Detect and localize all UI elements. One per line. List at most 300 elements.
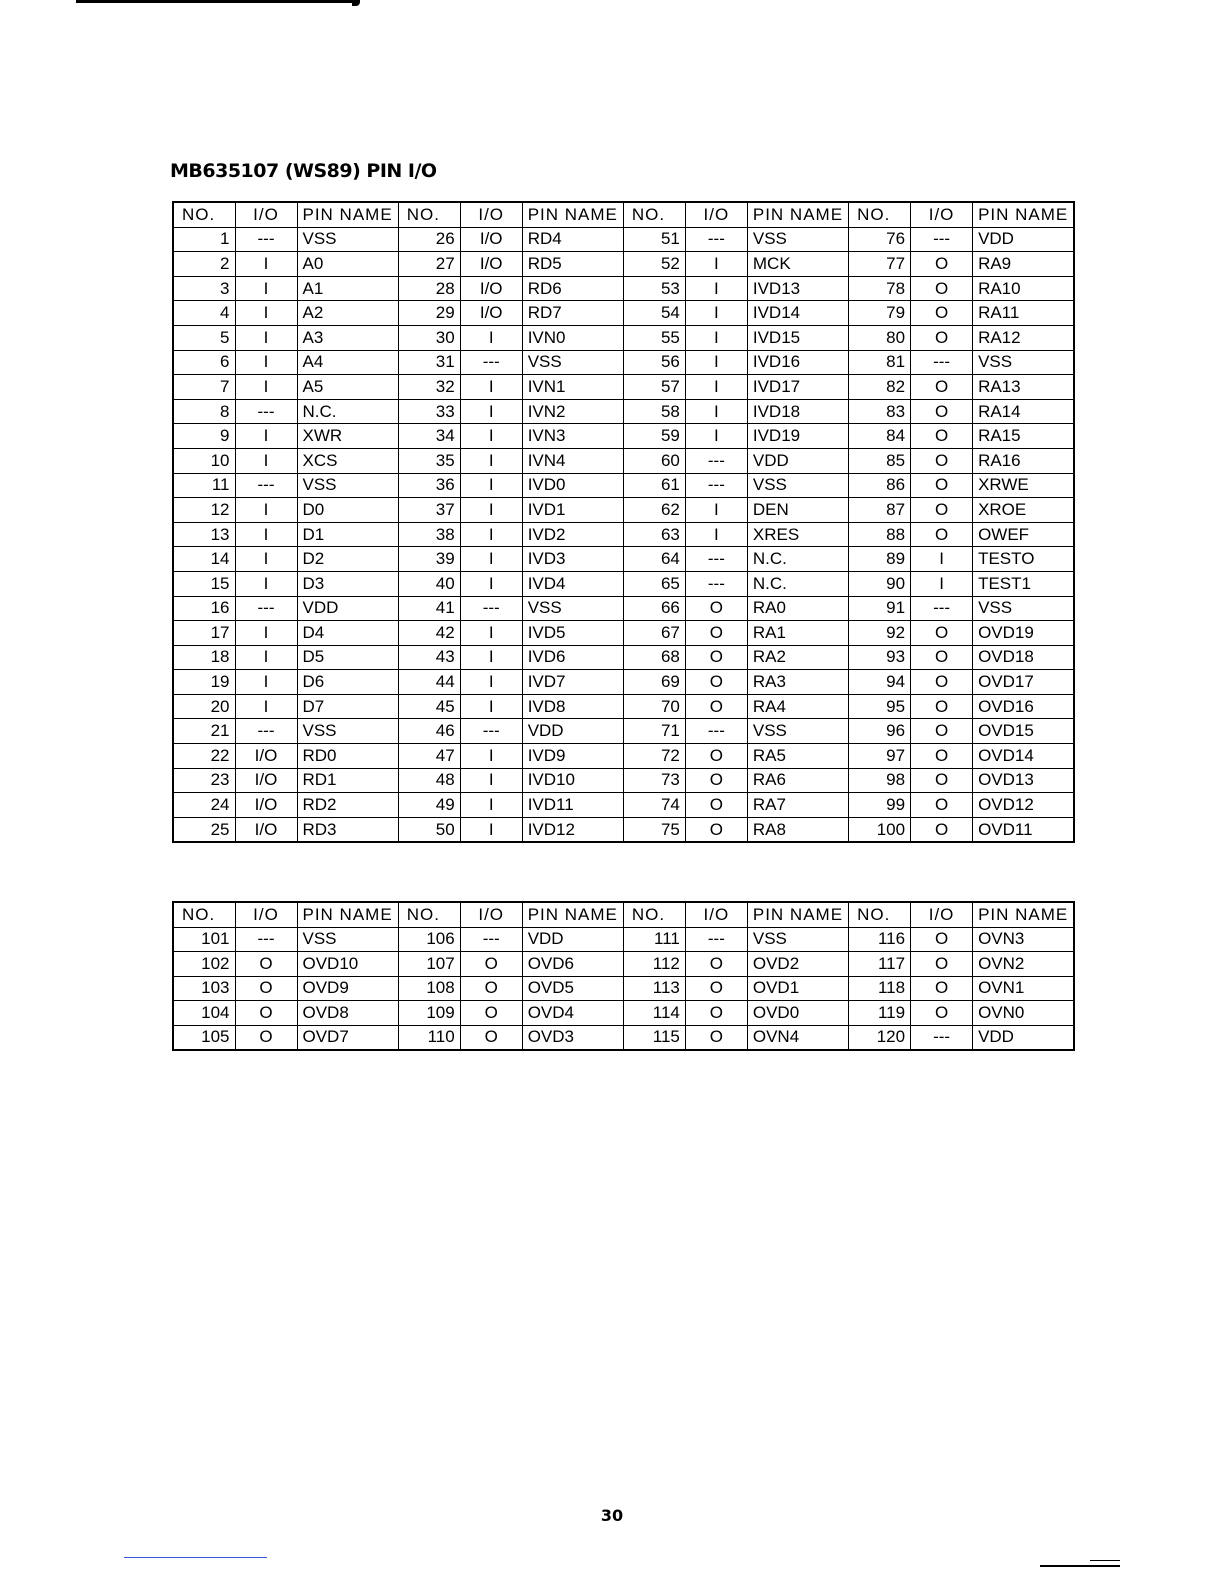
pin-io: I [685, 522, 747, 547]
pin-io: --- [911, 227, 973, 252]
table-header-row [173, 902, 1074, 927]
pin-number: 105 [173, 1025, 235, 1050]
pin-name: OVD15 [973, 719, 1075, 744]
table-row [173, 375, 1074, 400]
pin-name: VSS [747, 473, 848, 498]
pin-number: 31 [398, 350, 460, 375]
pin-number: 88 [849, 522, 911, 547]
pin-number: 34 [398, 424, 460, 449]
pin-number: 106 [398, 927, 460, 952]
table-row [173, 522, 1074, 547]
table-row [173, 621, 1074, 646]
pin-number: 32 [398, 375, 460, 400]
pin-io: O [911, 498, 973, 523]
pin-number: 80 [849, 325, 911, 350]
pin-name: RD1 [297, 768, 398, 793]
pin-io: O [685, 793, 747, 818]
header-no: NO. [173, 902, 235, 927]
pin-number: 9 [173, 424, 235, 449]
pin-io: I [235, 424, 297, 449]
pin-io: I [685, 301, 747, 326]
pin-io: O [685, 744, 747, 769]
pin-number: 58 [623, 399, 685, 424]
pin-number: 15 [173, 571, 235, 596]
pin-name: OVD14 [973, 744, 1075, 769]
footer-rule-right-top [1090, 1560, 1120, 1561]
header-io: I/O [685, 202, 747, 227]
pin-number: 46 [398, 719, 460, 744]
pin-io: O [911, 1001, 973, 1026]
pin-name: IVD7 [522, 670, 623, 695]
pin-number: 97 [849, 744, 911, 769]
pin-number: 44 [398, 670, 460, 695]
table-row [173, 1025, 1074, 1050]
pin-name: IVN1 [522, 375, 623, 400]
pin-name: D2 [297, 547, 398, 572]
pin-number: 71 [623, 719, 685, 744]
pin-name: OVD7 [297, 1025, 398, 1050]
pin-number: 76 [849, 227, 911, 252]
pin-number: 101 [173, 927, 235, 952]
pin-io: --- [235, 927, 297, 952]
pin-io: I [460, 621, 522, 646]
pin-io: I [460, 571, 522, 596]
pin-name: N.C. [747, 571, 848, 596]
header-io: I/O [460, 902, 522, 927]
pin-number: 110 [398, 1025, 460, 1050]
pin-number: 86 [849, 473, 911, 498]
pin-name: VDD [297, 596, 398, 621]
pin-name: OVN3 [973, 927, 1075, 952]
table-row [173, 227, 1074, 252]
header-io: I/O [235, 902, 297, 927]
pin-io: I [685, 276, 747, 301]
pin-name: RA5 [747, 744, 848, 769]
pin-name: VSS [747, 927, 848, 952]
pin-io: I [235, 645, 297, 670]
pin-name: OVD6 [522, 952, 623, 977]
table-row [173, 399, 1074, 424]
table-row [173, 325, 1074, 350]
pin-io: I [460, 645, 522, 670]
pin-number: 94 [849, 670, 911, 695]
pin-io: I/O [235, 744, 297, 769]
table-row [173, 350, 1074, 375]
pin-io: --- [911, 350, 973, 375]
pin-name: A3 [297, 325, 398, 350]
pin-io: I [460, 817, 522, 842]
table-row [173, 952, 1074, 977]
pin-number: 13 [173, 522, 235, 547]
header-no: NO. [398, 902, 460, 927]
pin-name: VDD [747, 448, 848, 473]
pin-number: 67 [623, 621, 685, 646]
pin-io: O [685, 817, 747, 842]
pin-number: 7 [173, 375, 235, 400]
table-row [173, 498, 1074, 523]
pin-io: --- [235, 227, 297, 252]
pin-name: RA16 [973, 448, 1075, 473]
pin-io: --- [911, 1025, 973, 1050]
header-pin-name: PIN NAME [297, 202, 398, 227]
pin-number: 17 [173, 621, 235, 646]
pin-io: --- [685, 547, 747, 572]
pin-number: 10 [173, 448, 235, 473]
pin-number: 36 [398, 473, 460, 498]
pin-io: I [235, 325, 297, 350]
pin-name: RD3 [297, 817, 398, 842]
pin-io: I [235, 670, 297, 695]
pin-number: 19 [173, 670, 235, 695]
header-no: NO. [623, 902, 685, 927]
table-row [173, 817, 1074, 842]
pin-io: I [685, 350, 747, 375]
pin-name: VSS [747, 227, 848, 252]
pin-name: IVD3 [522, 547, 623, 572]
pin-number: 14 [173, 547, 235, 572]
pin-name: TEST1 [973, 571, 1075, 596]
pin-name: VSS [297, 719, 398, 744]
pin-number: 83 [849, 399, 911, 424]
table-row [173, 670, 1074, 695]
pin-number: 107 [398, 952, 460, 977]
pin-number: 93 [849, 645, 911, 670]
pin-io: I [460, 473, 522, 498]
pin-name: D0 [297, 498, 398, 523]
pin-name: RD0 [297, 744, 398, 769]
pin-io: O [685, 621, 747, 646]
pin-io: O [911, 927, 973, 952]
pin-io: O [911, 694, 973, 719]
pin-number: 3 [173, 276, 235, 301]
pin-io: --- [460, 927, 522, 952]
table-row [173, 547, 1074, 572]
pin-number: 24 [173, 793, 235, 818]
pin-io: O [911, 276, 973, 301]
pin-name: RA12 [973, 325, 1075, 350]
pin-io: O [911, 325, 973, 350]
pin-io: --- [685, 927, 747, 952]
pin-name: RA3 [747, 670, 848, 695]
pin-io: O [911, 621, 973, 646]
header-no: NO. [398, 202, 460, 227]
pin-io: --- [685, 473, 747, 498]
pin-name: IVN4 [522, 448, 623, 473]
pin-io: I [460, 375, 522, 400]
pin-name: OVD5 [522, 976, 623, 1001]
pin-io: O [911, 645, 973, 670]
pin-name: D3 [297, 571, 398, 596]
pin-io: O [685, 952, 747, 977]
pin-name: RA7 [747, 793, 848, 818]
pin-number: 28 [398, 276, 460, 301]
pin-io: I [685, 252, 747, 277]
pin-number: 8 [173, 399, 235, 424]
pin-name: IVN3 [522, 424, 623, 449]
pin-number: 75 [623, 817, 685, 842]
pin-name: IVD19 [747, 424, 848, 449]
pin-io: I [235, 621, 297, 646]
pin-name: DEN [747, 498, 848, 523]
pin-name: RA0 [747, 596, 848, 621]
pin-number: 111 [623, 927, 685, 952]
pin-number: 91 [849, 596, 911, 621]
pin-io: O [235, 1001, 297, 1026]
pin-io: I [911, 571, 973, 596]
pin-number: 56 [623, 350, 685, 375]
pin-number: 85 [849, 448, 911, 473]
pin-name: VDD [973, 227, 1075, 252]
pin-io: O [911, 399, 973, 424]
pin-name: IVD12 [522, 817, 623, 842]
pin-number: 22 [173, 744, 235, 769]
pin-name: RA14 [973, 399, 1075, 424]
pin-io: --- [235, 473, 297, 498]
pin-name: N.C. [297, 399, 398, 424]
pin-number: 72 [623, 744, 685, 769]
header-pin-name: PIN NAME [522, 202, 623, 227]
pin-number: 5 [173, 325, 235, 350]
pin-name: VSS [297, 227, 398, 252]
page-title: MB635107 (WS89) PIN I/O [170, 160, 437, 182]
pin-name: XWR [297, 424, 398, 449]
header-pin-name: PIN NAME [747, 902, 848, 927]
header-no: NO. [173, 202, 235, 227]
pin-name: IVD2 [522, 522, 623, 547]
pin-io: --- [911, 596, 973, 621]
pin-name: RA10 [973, 276, 1075, 301]
table-row [173, 448, 1074, 473]
pin-number: 70 [623, 694, 685, 719]
pin-name: D4 [297, 621, 398, 646]
pin-io: I [685, 399, 747, 424]
pin-number: 48 [398, 768, 460, 793]
pin-number: 64 [623, 547, 685, 572]
pin-io: --- [685, 719, 747, 744]
pin-number: 65 [623, 571, 685, 596]
pin-io: I [460, 325, 522, 350]
pin-number: 116 [849, 927, 911, 952]
pin-number: 62 [623, 498, 685, 523]
pin-number: 99 [849, 793, 911, 818]
pin-name: RA6 [747, 768, 848, 793]
pin-number: 90 [849, 571, 911, 596]
pin-io: O [911, 424, 973, 449]
pin-table-1 [172, 201, 1075, 843]
table-row [173, 768, 1074, 793]
pin-io: I/O [460, 301, 522, 326]
pin-number: 26 [398, 227, 460, 252]
pin-name: VSS [297, 473, 398, 498]
pin-name: OVD13 [973, 768, 1075, 793]
pin-name: IVD9 [522, 744, 623, 769]
pin-io: I [235, 301, 297, 326]
pin-number: 50 [398, 817, 460, 842]
pin-name: IVD10 [522, 768, 623, 793]
pin-io: I [460, 547, 522, 572]
pin-io: I [460, 424, 522, 449]
pin-number: 35 [398, 448, 460, 473]
pin-io: --- [460, 596, 522, 621]
pin-number: 118 [849, 976, 911, 1001]
pin-number: 104 [173, 1001, 235, 1026]
pin-number: 20 [173, 694, 235, 719]
pin-name: OVD17 [973, 670, 1075, 695]
pin-io: O [685, 1025, 747, 1050]
pin-io: O [911, 744, 973, 769]
pin-name: OVD1 [747, 976, 848, 1001]
pin-name: VSS [522, 596, 623, 621]
pin-number: 78 [849, 276, 911, 301]
header-io: I/O [911, 202, 973, 227]
pin-io: --- [460, 719, 522, 744]
table-row [173, 645, 1074, 670]
pin-io: O [911, 768, 973, 793]
pin-number: 79 [849, 301, 911, 326]
pin-number: 92 [849, 621, 911, 646]
pin-name: RD2 [297, 793, 398, 818]
pin-name: XROE [973, 498, 1075, 523]
pin-io: I [685, 375, 747, 400]
pin-io: O [911, 793, 973, 818]
pin-io: O [685, 768, 747, 793]
pin-name: A4 [297, 350, 398, 375]
pin-io: O [460, 1001, 522, 1026]
pin-io: O [685, 976, 747, 1001]
header-no: NO. [623, 202, 685, 227]
pin-number: 12 [173, 498, 235, 523]
pin-name: MCK [747, 252, 848, 277]
pin-number: 33 [398, 399, 460, 424]
header-io: I/O [460, 202, 522, 227]
pin-name: RD7 [522, 301, 623, 326]
table-row [173, 719, 1074, 744]
pin-number: 61 [623, 473, 685, 498]
pin-name: RD6 [522, 276, 623, 301]
header-pin-name: PIN NAME [297, 902, 398, 927]
pin-name: IVD4 [522, 571, 623, 596]
pin-name: RA2 [747, 645, 848, 670]
pin-name: VSS [747, 719, 848, 744]
pin-io: O [235, 952, 297, 977]
pin-io: O [911, 301, 973, 326]
pin-io: O [235, 1025, 297, 1050]
pin-io: I [235, 547, 297, 572]
pin-number: 29 [398, 301, 460, 326]
pin-io: --- [460, 350, 522, 375]
pin-name: OVD11 [973, 817, 1075, 842]
pin-io: I [460, 522, 522, 547]
pin-name: XCS [297, 448, 398, 473]
pin-number: 63 [623, 522, 685, 547]
pin-io: O [685, 694, 747, 719]
pin-number: 43 [398, 645, 460, 670]
pin-io: O [911, 817, 973, 842]
pin-number: 82 [849, 375, 911, 400]
pin-io: I [235, 350, 297, 375]
pin-number: 51 [623, 227, 685, 252]
pin-name: RA4 [747, 694, 848, 719]
pin-io: I [460, 399, 522, 424]
header-pin-name: PIN NAME [747, 202, 848, 227]
table-header-row [173, 202, 1074, 227]
table-row [173, 276, 1074, 301]
pin-name: VSS [973, 350, 1075, 375]
pin-name: OVD3 [522, 1025, 623, 1050]
pin-io: I [685, 498, 747, 523]
pin-name: A5 [297, 375, 398, 400]
table-row [173, 793, 1074, 818]
pin-io: I [460, 694, 522, 719]
pin-number: 39 [398, 547, 460, 572]
table-row [173, 694, 1074, 719]
pin-io: --- [685, 448, 747, 473]
pin-name: OVD2 [747, 952, 848, 977]
pin-number: 84 [849, 424, 911, 449]
pin-name: IVN2 [522, 399, 623, 424]
pin-io: --- [235, 399, 297, 424]
pin-number: 23 [173, 768, 235, 793]
pin-io: I [235, 375, 297, 400]
pin-number: 108 [398, 976, 460, 1001]
pin-number: 114 [623, 1001, 685, 1026]
pin-io: I [235, 694, 297, 719]
pin-name: IVD17 [747, 375, 848, 400]
pin-number: 45 [398, 694, 460, 719]
pin-number: 89 [849, 547, 911, 572]
pin-name: D7 [297, 694, 398, 719]
header-no: NO. [849, 902, 911, 927]
pin-number: 41 [398, 596, 460, 621]
pin-name: IVD18 [747, 399, 848, 424]
pin-name: IVD6 [522, 645, 623, 670]
pin-number: 113 [623, 976, 685, 1001]
pin-name: OVD0 [747, 1001, 848, 1026]
pin-io: O [460, 1025, 522, 1050]
pin-io: I [235, 498, 297, 523]
pin-number: 55 [623, 325, 685, 350]
pin-io: O [911, 473, 973, 498]
pin-io: O [911, 952, 973, 977]
pin-io: O [911, 670, 973, 695]
pin-number: 4 [173, 301, 235, 326]
pin-number: 16 [173, 596, 235, 621]
pin-number: 37 [398, 498, 460, 523]
table-row [173, 976, 1074, 1001]
pin-name: OVD19 [973, 621, 1075, 646]
pin-name: VDD [522, 719, 623, 744]
pin-io: I [460, 670, 522, 695]
pin-number: 98 [849, 768, 911, 793]
pin-number: 18 [173, 645, 235, 670]
pin-number: 103 [173, 976, 235, 1001]
pin-number: 87 [849, 498, 911, 523]
pin-number: 68 [623, 645, 685, 670]
pin-number: 27 [398, 252, 460, 277]
table-row [173, 1001, 1074, 1026]
pin-number: 66 [623, 596, 685, 621]
pin-io: I [235, 571, 297, 596]
pin-number: 1 [173, 227, 235, 252]
pin-io: I [460, 793, 522, 818]
pin-name: A1 [297, 276, 398, 301]
pin-io: I [235, 276, 297, 301]
pin-name: OVN0 [973, 1001, 1075, 1026]
pin-io: O [235, 976, 297, 1001]
pin-number: 100 [849, 817, 911, 842]
pin-io: O [685, 670, 747, 695]
top-rule [76, 0, 358, 3]
